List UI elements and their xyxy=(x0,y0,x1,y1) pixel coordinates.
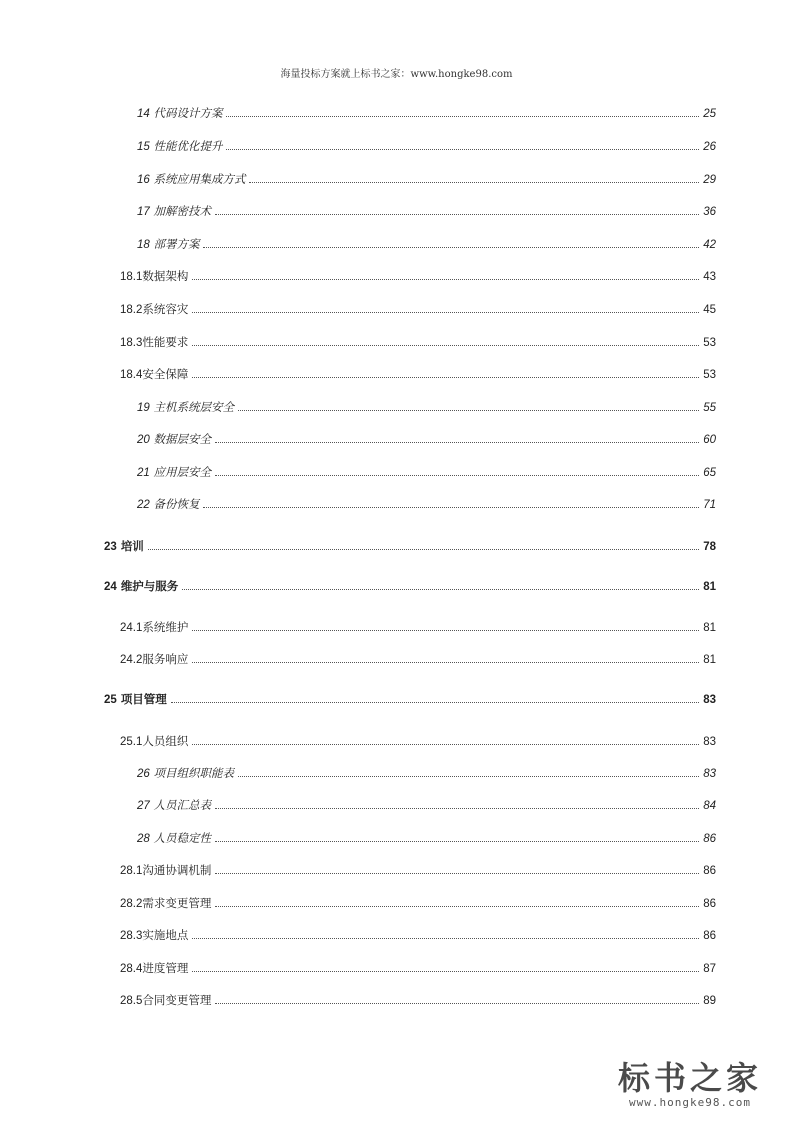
toc-entry-page: 43 xyxy=(703,271,716,283)
toc-leader-dots xyxy=(192,960,699,972)
toc-entry-label xyxy=(120,733,190,750)
toc-leader-dots xyxy=(226,105,699,117)
toc-entry-page: 83 xyxy=(703,736,716,748)
toc-entry[interactable] xyxy=(137,830,716,847)
toc-entry-number: 18 xyxy=(137,239,150,251)
toc-entry-title: 沟通协调机制 xyxy=(142,863,212,877)
toc-entry-title: 备份恢复 xyxy=(153,497,200,511)
toc-entry[interactable] xyxy=(137,236,716,253)
toc-leader-dots xyxy=(148,538,699,550)
toc-entry-label xyxy=(137,830,213,847)
toc-entry-label xyxy=(137,399,236,416)
toc-entry-label xyxy=(120,301,190,318)
toc-entry-page: 29 xyxy=(703,174,716,186)
toc-leader-dots xyxy=(215,203,699,215)
toc-entry-title: 进度管理 xyxy=(142,961,189,975)
toc-entry-page: 86 xyxy=(703,930,716,942)
toc-entry-number: 18.4 xyxy=(120,369,143,381)
toc-leader-dots xyxy=(171,691,699,703)
toc-entry-label xyxy=(120,895,213,912)
toc-entry[interactable] xyxy=(137,171,716,188)
brand-logo xyxy=(615,1060,765,1109)
toc-entry[interactable] xyxy=(137,203,716,220)
toc-leader-dots xyxy=(238,399,699,411)
toc-entry-title: 人员稳定性 xyxy=(153,831,211,845)
toc-entry-label xyxy=(120,651,190,668)
toc-leader-dots xyxy=(192,619,699,631)
toc-entry-number: 28.5 xyxy=(120,995,143,1007)
toc-entry-page: 89 xyxy=(703,995,716,1007)
toc-entry-number: 18.3 xyxy=(120,337,143,349)
toc-entry[interactable] xyxy=(104,578,716,595)
toc-entry-number: 24.1 xyxy=(120,622,143,634)
toc-entry-title: 应用层安全 xyxy=(153,465,211,479)
toc-entry-title: 合同变更管理 xyxy=(142,993,212,1007)
toc-entry-label xyxy=(137,203,213,220)
toc-leader-dots xyxy=(215,992,699,1004)
toc-entry-title: 安全保障 xyxy=(142,367,189,381)
toc-entry-title: 数据层安全 xyxy=(153,432,211,446)
toc-leader-dots xyxy=(215,830,699,842)
toc-leader-dots xyxy=(192,651,699,663)
toc-entry-page: 71 xyxy=(703,499,716,511)
toc-entry-title: 系统应用集成方式 xyxy=(153,172,246,186)
toc-entry-page: 53 xyxy=(703,337,716,349)
toc-leader-dots xyxy=(249,171,699,183)
toc-entry-number: 27 xyxy=(137,800,150,812)
toc-leader-dots xyxy=(215,464,699,476)
toc-entry-number: 18.2 xyxy=(120,304,143,316)
toc-entry-number: 26 xyxy=(137,768,150,780)
toc-entry[interactable] xyxy=(120,366,716,383)
toc-entry-title: 系统维护 xyxy=(142,620,189,634)
toc-entry-number: 19 xyxy=(137,402,150,414)
toc-entry[interactable] xyxy=(137,797,716,814)
brand-name: 标书之家 xyxy=(617,1059,762,1097)
toc-entry-page: 86 xyxy=(703,865,716,877)
toc-entry[interactable] xyxy=(120,268,716,285)
toc-leader-dots xyxy=(192,268,699,280)
toc-entry-page: 65 xyxy=(703,467,716,479)
toc-entry-title: 加解密技术 xyxy=(153,204,211,218)
toc-entry-page: 86 xyxy=(703,833,716,845)
toc-leader-dots xyxy=(192,366,699,378)
toc-entry-label xyxy=(137,464,213,481)
toc-entry[interactable] xyxy=(120,862,716,879)
toc-entry[interactable] xyxy=(120,301,716,318)
toc-entry[interactable] xyxy=(137,496,716,513)
toc-leader-dots xyxy=(192,733,699,745)
toc-leader-dots xyxy=(182,578,699,590)
toc-entry-title: 项目管理 xyxy=(120,692,167,706)
toc-leader-dots xyxy=(203,236,699,248)
toc-entry-label xyxy=(137,138,224,155)
toc-entry-title: 数据架构 xyxy=(142,269,189,283)
toc-entry-label xyxy=(120,992,213,1009)
toc-leader-dots xyxy=(215,862,699,874)
toc-entry-label xyxy=(137,171,247,188)
toc-entry-page: 36 xyxy=(703,206,716,218)
toc-entry-page: 83 xyxy=(703,768,716,780)
page-header: 海量投标方案就上标书之家：www.hongke98.com xyxy=(280,69,513,80)
toc-entry-page: 26 xyxy=(703,141,716,153)
toc-entry[interactable] xyxy=(120,733,716,750)
toc-entry-title: 服务响应 xyxy=(142,652,189,666)
toc-entry-title: 代码设计方案 xyxy=(153,106,223,120)
toc-entry-number: 28 xyxy=(137,833,150,845)
toc-entry-label xyxy=(137,797,213,814)
toc-entry-page: 84 xyxy=(703,800,716,812)
toc-entry-label xyxy=(137,236,201,253)
toc-entry-title: 维护与服务 xyxy=(120,579,179,593)
toc-entry-title: 人员组织 xyxy=(142,734,189,748)
toc-entry[interactable] xyxy=(120,992,716,1009)
toc-entry[interactable] xyxy=(137,105,716,122)
toc-entry-page: 53 xyxy=(703,369,716,381)
toc-entry-label xyxy=(120,268,190,285)
toc-entry-label xyxy=(120,862,213,879)
toc-entry[interactable] xyxy=(120,927,716,944)
toc-entry-title: 项目组织职能表 xyxy=(153,766,234,780)
toc-entry[interactable] xyxy=(104,538,716,555)
toc-entry-number: 28.1 xyxy=(120,865,143,877)
toc-entry[interactable] xyxy=(137,399,716,416)
toc-entry-number: 17 xyxy=(137,206,150,218)
toc-entry-number: 24.2 xyxy=(120,654,143,666)
toc-leader-dots xyxy=(192,301,699,313)
toc-entry-number: 21 xyxy=(137,467,150,479)
toc-leader-dots xyxy=(192,927,699,939)
toc-entry-page: 60 xyxy=(703,434,716,446)
brand-site: www.hongke98.com xyxy=(629,1096,751,1109)
toc-entry-number: 25.1 xyxy=(120,736,143,748)
toc-entry-label xyxy=(120,366,190,383)
toc-entry[interactable] xyxy=(120,895,716,912)
toc-entry-number: 15 xyxy=(137,141,150,153)
toc-entry-page: 86 xyxy=(703,898,716,910)
toc-entry-title: 需求变更管理 xyxy=(142,896,212,910)
toc-entry[interactable] xyxy=(137,464,716,481)
toc-leader-dots xyxy=(215,797,699,809)
toc-entry[interactable] xyxy=(120,960,716,977)
toc-entry-label xyxy=(137,105,224,122)
toc-entry-number: 28.2 xyxy=(120,898,143,910)
toc-entry-label xyxy=(104,538,146,555)
toc-entry-page: 25 xyxy=(703,108,716,120)
toc-entry-title: 主机系统层安全 xyxy=(153,400,234,414)
toc-entry-number: 24 xyxy=(104,581,117,593)
toc-entry-number: 28.3 xyxy=(120,930,143,942)
toc-entry-page: 87 xyxy=(703,963,716,975)
toc-entry-page: 42 xyxy=(703,239,716,251)
toc-leader-dots xyxy=(215,895,699,907)
toc-entry[interactable] xyxy=(137,765,716,782)
toc-entry-number: 14 xyxy=(137,108,150,120)
toc-entry-page: 78 xyxy=(703,541,716,553)
toc-entry-label xyxy=(120,334,190,351)
toc-entry-title: 部署方案 xyxy=(153,237,200,251)
toc-entry-label xyxy=(120,927,190,944)
toc-entry-number: 20 xyxy=(137,434,150,446)
toc-entry-title: 性能优化提升 xyxy=(153,139,223,153)
toc-leader-dots xyxy=(215,431,699,443)
toc-leader-dots xyxy=(226,138,699,150)
toc-entry-label xyxy=(137,765,236,782)
toc-entry-label xyxy=(120,619,190,636)
toc-entry-title: 人员汇总表 xyxy=(153,798,211,812)
toc-entry-title: 系统容灾 xyxy=(142,302,189,316)
toc-entry-title: 性能要求 xyxy=(142,335,189,349)
toc-entry-label xyxy=(104,691,169,708)
toc-entry-page: 45 xyxy=(703,304,716,316)
toc-entry[interactable] xyxy=(120,619,716,636)
toc-entry-title: 培训 xyxy=(120,539,144,553)
toc-entry-number: 23 xyxy=(104,541,117,553)
toc-entry-page: 81 xyxy=(703,581,716,593)
toc-entry-number: 22 xyxy=(137,499,150,511)
toc-entry-number: 25 xyxy=(104,694,117,706)
toc-entry-page: 55 xyxy=(703,402,716,414)
toc-entry-page: 83 xyxy=(703,694,716,706)
toc-entry[interactable] xyxy=(137,431,716,448)
toc-leader-dots xyxy=(203,496,699,508)
toc-entry[interactable] xyxy=(120,651,716,668)
toc-entry-title: 实施地点 xyxy=(142,928,189,942)
toc-entry-page: 81 xyxy=(703,622,716,634)
toc-entry-page: 81 xyxy=(703,654,716,666)
toc-entry-number: 18.1 xyxy=(120,271,143,283)
toc-entry-label xyxy=(137,431,213,448)
toc-entry[interactable] xyxy=(137,138,716,155)
toc-entry[interactable] xyxy=(120,334,716,351)
toc-entry-label xyxy=(104,578,180,595)
toc-leader-dots xyxy=(192,334,699,346)
toc-entry-label xyxy=(137,496,201,513)
toc-entry-number: 28.4 xyxy=(120,963,143,975)
toc-entry[interactable] xyxy=(104,691,716,708)
toc-entry-label xyxy=(120,960,190,977)
toc-entry-number: 16 xyxy=(137,174,150,186)
toc-leader-dots xyxy=(238,765,699,777)
